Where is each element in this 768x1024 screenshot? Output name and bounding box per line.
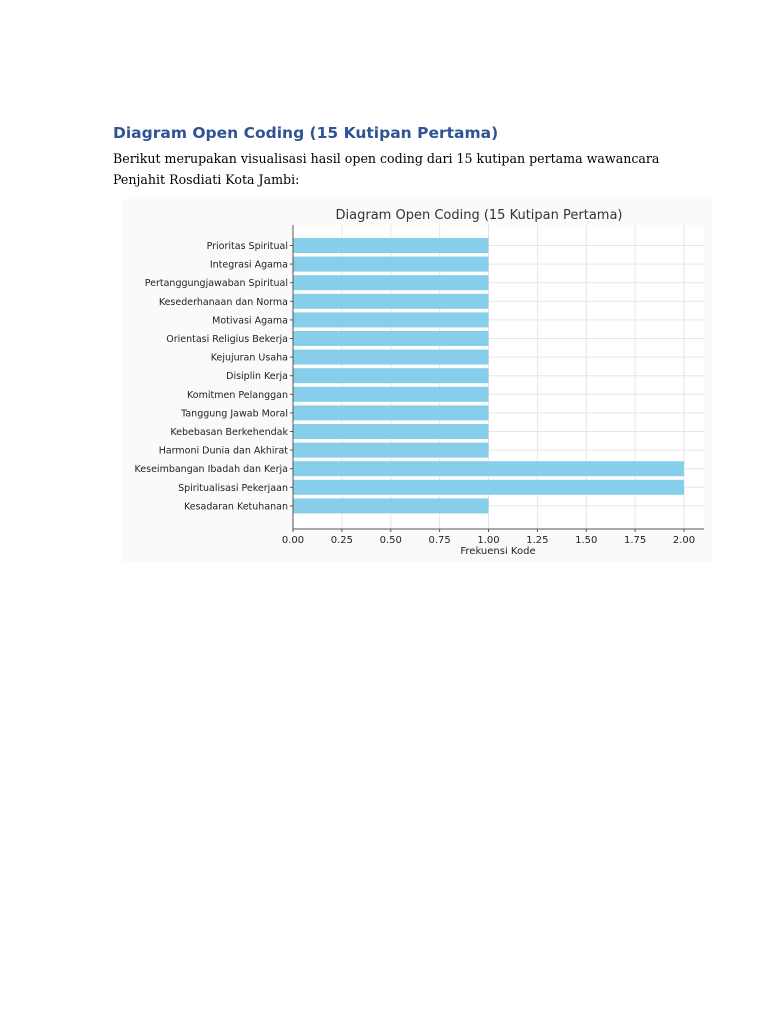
- x-axis-title: Frekuensi Kode: [460, 546, 536, 557]
- bar: [293, 461, 684, 476]
- intro-line-1: Berikut merupakan visualisasi hasil open coding dari 15 kutipan pertama wawancara: [113, 151, 660, 166]
- x-tick-label: 0.25: [330, 535, 354, 546]
- section-heading: Diagram Open Coding (15 Kutipan Pertama): [113, 124, 499, 142]
- bar: [293, 350, 489, 365]
- category-label: Motivasi Agama: [212, 315, 288, 327]
- bar: [293, 443, 489, 458]
- bar: [293, 275, 489, 290]
- bar: [293, 480, 684, 495]
- x-tick-label: 0.75: [428, 535, 451, 546]
- intro-paragraph: [113, 148, 673, 190]
- category-label: Kejujuran Usaha: [210, 352, 288, 364]
- intro-line-2: Penjahit Rosdiati Kota Jambi:: [113, 172, 300, 187]
- bar: [293, 312, 489, 327]
- x-tick-label: 1.50: [575, 535, 598, 546]
- x-tick-label: 0.00: [281, 535, 305, 546]
- x-tick-label: 1.00: [477, 535, 500, 546]
- bar: [293, 498, 489, 513]
- category-label: Orientasi Religius Bekerja: [166, 334, 288, 345]
- bar: [293, 368, 489, 383]
- x-tick-label: 2.00: [672, 535, 696, 546]
- category-label: Spiritualisasi Pekerjaan: [178, 482, 288, 494]
- bar: [293, 238, 489, 253]
- bar-chart: [123, 199, 712, 562]
- chart-figure: [123, 199, 712, 562]
- category-label: Tanggung Jawab Moral: [181, 408, 288, 420]
- bar: [293, 424, 489, 439]
- category-label: Kebebasan Berkehendak: [170, 427, 288, 438]
- category-label: Pertanggungjawaban Spiritual: [144, 278, 288, 290]
- category-label: Prioritas Spiritual: [206, 241, 288, 252]
- bar: [293, 387, 489, 402]
- bar: [293, 405, 489, 420]
- category-label: Komitmen Pelanggan: [187, 389, 288, 401]
- category-label: Integrasi Agama: [209, 259, 288, 271]
- category-label: Keseimbangan Ibadah dan Kerja: [134, 464, 288, 476]
- x-tick-label: 1.75: [623, 535, 647, 546]
- x-tick-label: 0.50: [379, 535, 402, 546]
- category-label: Kesadaran Ketuhanan: [183, 501, 288, 513]
- category-label: Kesederhanaan dan Norma: [158, 296, 288, 308]
- bar: [293, 294, 489, 309]
- category-label: Disiplin Kerja: [226, 371, 288, 383]
- chart-title: Diagram Open Coding (15 Kutipan Pertama): [335, 208, 623, 223]
- bar: [293, 331, 489, 346]
- x-tick-label: 1.25: [526, 535, 549, 546]
- category-label: Harmoni Dunia dan Akhirat: [158, 445, 288, 457]
- bar: [293, 257, 489, 272]
